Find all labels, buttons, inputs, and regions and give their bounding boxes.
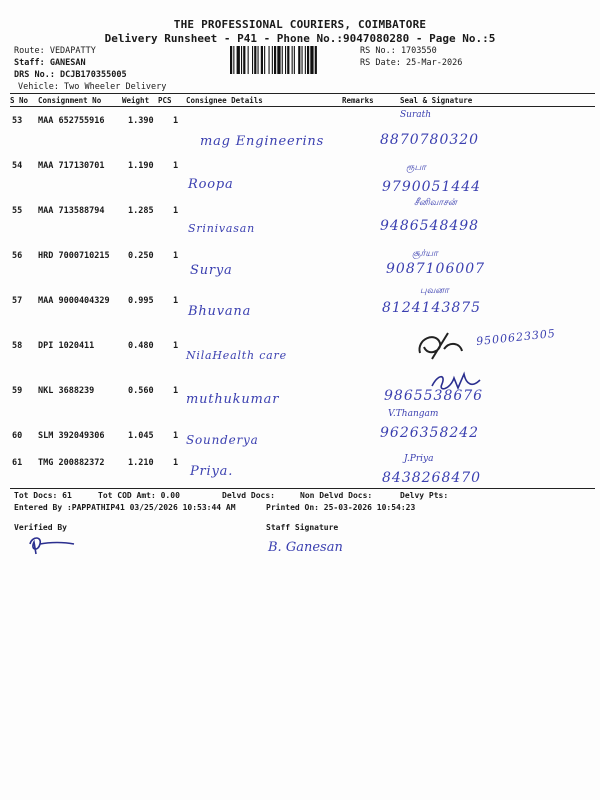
row-consignment: MAA 9000404329 xyxy=(38,296,110,306)
col-weight: Weight xyxy=(122,96,150,105)
row-phone: 9865538676 xyxy=(384,388,484,404)
rs-no-label: RS No.: 1703550 xyxy=(360,46,437,56)
row-consignment: MAA 713588794 xyxy=(38,206,105,216)
company-title: THE PROFESSIONAL COURIERS, COIMBATORE xyxy=(173,18,427,31)
barcode-bar xyxy=(230,46,232,74)
barcode-bar xyxy=(272,46,273,74)
barcode-bar xyxy=(252,46,253,74)
stamp-signature-icon xyxy=(414,329,466,361)
row-weight: 1.285 xyxy=(128,206,154,216)
vehicle-label: Vehicle: Two Wheeler Delivery xyxy=(18,82,167,92)
row-seal-name: ரூபா xyxy=(406,163,426,173)
row-consignee: NilaHealth care xyxy=(186,349,287,362)
non-delivered-docs: Non Delvd Docs: xyxy=(300,491,373,500)
barcode-bar xyxy=(237,46,240,74)
row-consignee: Bhuvana xyxy=(188,304,252,319)
row-consignment: MAA 717130701 xyxy=(38,161,105,171)
table-row xyxy=(0,194,600,239)
row-weight: 1.045 xyxy=(128,431,154,441)
row-consignee: muthukumar xyxy=(186,392,280,407)
staff-signature-name: B. Ganesan xyxy=(268,540,343,555)
row-pcs: 1 xyxy=(173,161,179,171)
barcode-bar xyxy=(254,46,256,74)
barcode-bar xyxy=(282,46,283,74)
barcode-bar xyxy=(305,46,306,74)
row-consignee: Surya xyxy=(190,263,233,278)
row-phone: 9626358242 xyxy=(380,425,480,441)
staff-signature-label: Staff Signature xyxy=(266,523,339,532)
row-weight: 1.210 xyxy=(128,458,154,468)
table-row xyxy=(0,104,600,149)
row-phone: 8438268470 xyxy=(382,470,482,486)
barcode-bar xyxy=(298,46,300,74)
entered-by: Entered By :PAPPATHIP41 03/25/2026 10:53:44 AM xyxy=(14,503,236,512)
barcode-bar xyxy=(248,46,249,74)
delivery-points: Delvy Pts: xyxy=(400,491,449,500)
barcode-bar xyxy=(307,46,309,74)
barcode-bar xyxy=(310,46,313,74)
barcode-bar xyxy=(294,46,295,74)
row-consignment: DPI 1020411 xyxy=(38,341,95,351)
col-remarks: Remarks xyxy=(342,96,374,105)
row-sno: 55 xyxy=(12,206,23,216)
table-row xyxy=(0,326,600,374)
header-rule-top xyxy=(10,93,595,94)
row-seal-name: சீனிவாசன் xyxy=(414,198,457,208)
col-pcs: PCS xyxy=(158,96,172,105)
row-consignment: MAA 652755916 xyxy=(38,116,105,126)
row-sno: 60 xyxy=(12,431,23,441)
row-seal-name: புவனா xyxy=(420,286,449,296)
row-pcs: 1 xyxy=(173,386,179,396)
row-phone: 9087106007 xyxy=(386,261,486,277)
barcode-bar xyxy=(233,46,234,74)
col-consignee: Consignee Details xyxy=(186,96,263,105)
barcode-bar xyxy=(261,46,263,74)
row-sno: 57 xyxy=(12,296,23,306)
row-weight: 0.560 xyxy=(128,386,154,396)
row-consignee: Sounderya xyxy=(186,433,259,447)
row-consignee: Priya. xyxy=(190,464,234,479)
barcode-bar xyxy=(241,46,242,74)
runsheet-title: Delivery Runsheet - P41 - Phone No.:9047080280 - Page No.:5 xyxy=(104,32,496,45)
row-sno: 56 xyxy=(12,251,23,261)
table-row xyxy=(0,284,600,329)
barcode-bar xyxy=(264,46,265,74)
row-phone: 9486548498 xyxy=(380,218,480,234)
row-pcs: 1 xyxy=(173,251,179,261)
row-consignee: Roopa xyxy=(188,177,234,192)
barcode-bar xyxy=(287,46,289,74)
row-consignment: HRD 7000710215 xyxy=(38,251,110,261)
row-weight: 0.250 xyxy=(128,251,154,261)
barcode-bar xyxy=(277,46,280,74)
row-seal-name: J.Priya xyxy=(404,454,434,464)
row-pcs: 1 xyxy=(173,116,179,126)
total-cod: Tot COD Amt: 0.00 xyxy=(98,491,180,500)
row-sno: 61 xyxy=(12,458,23,468)
row-consignment: SLM 392049306 xyxy=(38,431,105,441)
row-pcs: 1 xyxy=(173,296,179,306)
row-weight: 0.995 xyxy=(128,296,154,306)
barcode xyxy=(230,46,355,74)
table-row xyxy=(0,149,600,194)
verified-by-label: Verified By xyxy=(14,523,67,532)
row-seal-name: V.Thangam xyxy=(388,409,439,419)
row-sno: 58 xyxy=(12,341,23,351)
row-consignment: TMG 200882372 xyxy=(38,458,105,468)
row-pcs: 1 xyxy=(173,341,179,351)
barcode-bar xyxy=(315,46,317,74)
row-phone: 9790051444 xyxy=(382,179,482,195)
row-consignment: NKL 3688239 xyxy=(38,386,95,396)
row-phone: 8124143875 xyxy=(382,300,482,316)
barcode-bar xyxy=(258,46,259,74)
barcode-bar xyxy=(274,46,276,74)
row-sno: 54 xyxy=(12,161,23,171)
barcode-bar xyxy=(285,46,286,74)
row-weight: 1.190 xyxy=(128,161,154,171)
row-sno: 59 xyxy=(12,386,23,396)
row-sno: 53 xyxy=(12,116,23,126)
drs-label: DRS No.: DCJB170355005 xyxy=(14,70,127,80)
row-consignee: mag Engineerins xyxy=(200,134,325,149)
barcode-bar xyxy=(292,46,293,74)
row-phone: 8870780320 xyxy=(380,132,480,148)
row-phone: 9500623305 xyxy=(475,326,557,349)
barcode-bar xyxy=(269,46,270,74)
table-row xyxy=(0,239,600,284)
row-seal-name: சூர்யா xyxy=(412,249,438,259)
delivered-docs: Delvd Docs: xyxy=(222,491,275,500)
row-pcs: 1 xyxy=(173,206,179,216)
printed-on: Printed On: 25-03-2026 10:54:23 xyxy=(266,503,416,512)
total-docs: Tot Docs: 61 xyxy=(14,491,72,500)
col-consignment: Consignment No xyxy=(38,96,102,105)
barcode-bar xyxy=(302,46,303,74)
verifier-signature-icon xyxy=(26,532,78,556)
staff-label: Staff: GANESAN xyxy=(14,58,86,68)
row-pcs: 1 xyxy=(173,458,179,468)
footer-rule xyxy=(10,488,595,489)
row-weight: 0.480 xyxy=(128,341,154,351)
row-pcs: 1 xyxy=(173,431,179,441)
row-consignee: Srinivasan xyxy=(188,222,255,235)
table-row xyxy=(0,446,600,491)
route-label: Route: VEDAPATTY xyxy=(14,46,96,56)
barcode-bar xyxy=(243,46,245,74)
row-weight: 1.390 xyxy=(128,116,154,126)
row-seal-name: Surath xyxy=(400,110,432,120)
col-sno: S No xyxy=(10,96,29,105)
rs-date-label: RS Date: 25-Mar-2026 xyxy=(360,58,463,68)
col-seal: Seal & Signature xyxy=(400,96,473,105)
table-row xyxy=(0,374,600,419)
